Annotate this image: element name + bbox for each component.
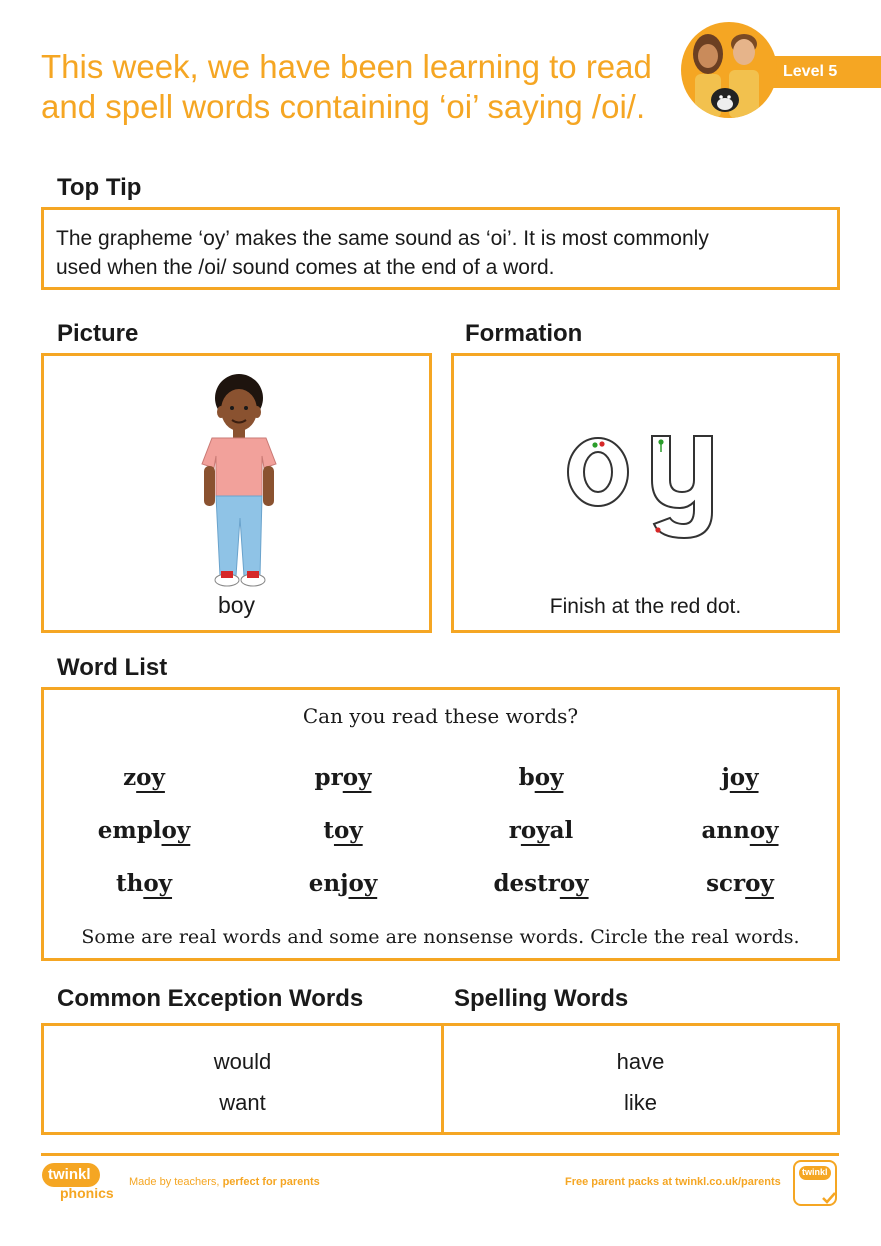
word-grapheme-underlined: oy (333, 817, 363, 844)
start-dot-o (599, 441, 604, 446)
word-prefix: r (508, 817, 521, 844)
word-list-item[interactable] (44, 817, 244, 844)
word-grapheme-underlined: oy (348, 870, 378, 897)
footer-left-plain: Made by teachers, (129, 1176, 223, 1188)
word-list-heading: Word List (57, 654, 168, 681)
word-list-instruction: Some are real words and some are nonsense words. Circle the real words. (81, 926, 800, 948)
word-list-item[interactable] (640, 817, 840, 844)
word-suffix: al (549, 817, 574, 844)
word-prefix: pr (314, 764, 343, 791)
picture-caption: boy (217, 592, 256, 618)
word-list-prompt: Can you read these words? (302, 704, 579, 728)
top-tip-box (41, 207, 840, 290)
word-prefix: th (115, 870, 144, 897)
page-title (41, 47, 681, 127)
word-list-item[interactable] (44, 764, 244, 791)
spelling-heading: Spelling Words (454, 985, 629, 1012)
word-grapheme-underlined: oy (745, 870, 774, 897)
word-prefix: destr (493, 870, 560, 897)
word-grapheme-underlined: oy (559, 870, 589, 897)
word-list-item[interactable] (243, 870, 443, 897)
word-prefix: j (721, 764, 730, 791)
check-icon (821, 1190, 837, 1206)
word-grapheme-underlined: oy (729, 764, 759, 791)
footer-left-bold: perfect for parents (222, 1176, 320, 1188)
picture-heading: Picture (57, 320, 139, 347)
footer-left-text (129, 1176, 320, 1188)
word-list-item[interactable] (441, 870, 641, 897)
badge-text: twinkl (802, 1167, 828, 1177)
word-list-item[interactable] (243, 817, 443, 844)
word-list-item[interactable] (441, 817, 641, 844)
oy-formation-graphic (562, 420, 722, 550)
word-grapheme-underlined: oy (143, 870, 173, 897)
words-table (41, 1023, 840, 1135)
footer-divider (41, 1153, 839, 1156)
word-prefix: b (518, 764, 535, 791)
word-list-item[interactable] (640, 870, 840, 897)
word-prefix: empl (97, 817, 162, 844)
finish-red-dot (655, 527, 660, 532)
word-list-item[interactable] (44, 870, 244, 897)
word-grapheme-underlined: oy (749, 817, 779, 844)
cew-word-1: would (213, 1049, 272, 1074)
cew-word-2: want (219, 1090, 266, 1115)
top-tip-heading: Top Tip (57, 174, 142, 201)
picture-box (41, 353, 432, 633)
table-divider (441, 1026, 444, 1132)
formation-caption: Finish at the red dot. (549, 595, 742, 618)
twinkl-phonics-logo (42, 1163, 112, 1205)
word-list-item[interactable] (640, 764, 840, 791)
word-prefix: ann (701, 817, 750, 844)
formation-heading: Formation (465, 320, 583, 347)
word-prefix: t (323, 817, 334, 844)
word-grapheme-underlined: oy (136, 764, 165, 791)
word-prefix: scr (706, 870, 746, 897)
title-line-2: and spell words containing ‘oi’ saying /oi/. (41, 88, 646, 125)
word-list-item[interactable] (243, 764, 443, 791)
footer-right-link[interactable]: Free parent packs at twinkl.co.uk/parents (565, 1176, 781, 1188)
word-list-item[interactable] (441, 764, 641, 791)
children-mascot-avatar (681, 22, 777, 118)
spelling-word-2: like (623, 1090, 657, 1115)
title-line-1: This week, we have been learning to read (41, 48, 652, 85)
logo-top-text: twinkl (48, 1166, 91, 1183)
top-tip-line-1: The grapheme ‘oy’ makes the same sound as ‘oi’. It is most commonly (56, 227, 709, 250)
word-grapheme-underlined: oy (161, 817, 191, 844)
boy-illustration (194, 372, 284, 590)
level-badge: Level 5 (771, 56, 881, 88)
formation-box (451, 353, 840, 633)
logo-bottom-text: phonics (60, 1185, 114, 1201)
spelling-word-1: have (616, 1049, 665, 1074)
word-grapheme-underlined: oy (342, 764, 372, 791)
word-list-box (41, 687, 840, 961)
top-tip-line-2: used when the /oi/ sound comes at the end of a word. (56, 256, 555, 279)
word-grapheme-underlined: oy (534, 764, 564, 791)
word-grapheme-underlined: oy (520, 817, 550, 844)
quality-badge (793, 1160, 837, 1206)
word-prefix: enj (308, 870, 349, 897)
word-prefix: z (123, 764, 137, 791)
common-exception-heading: Common Exception Words (57, 985, 364, 1012)
